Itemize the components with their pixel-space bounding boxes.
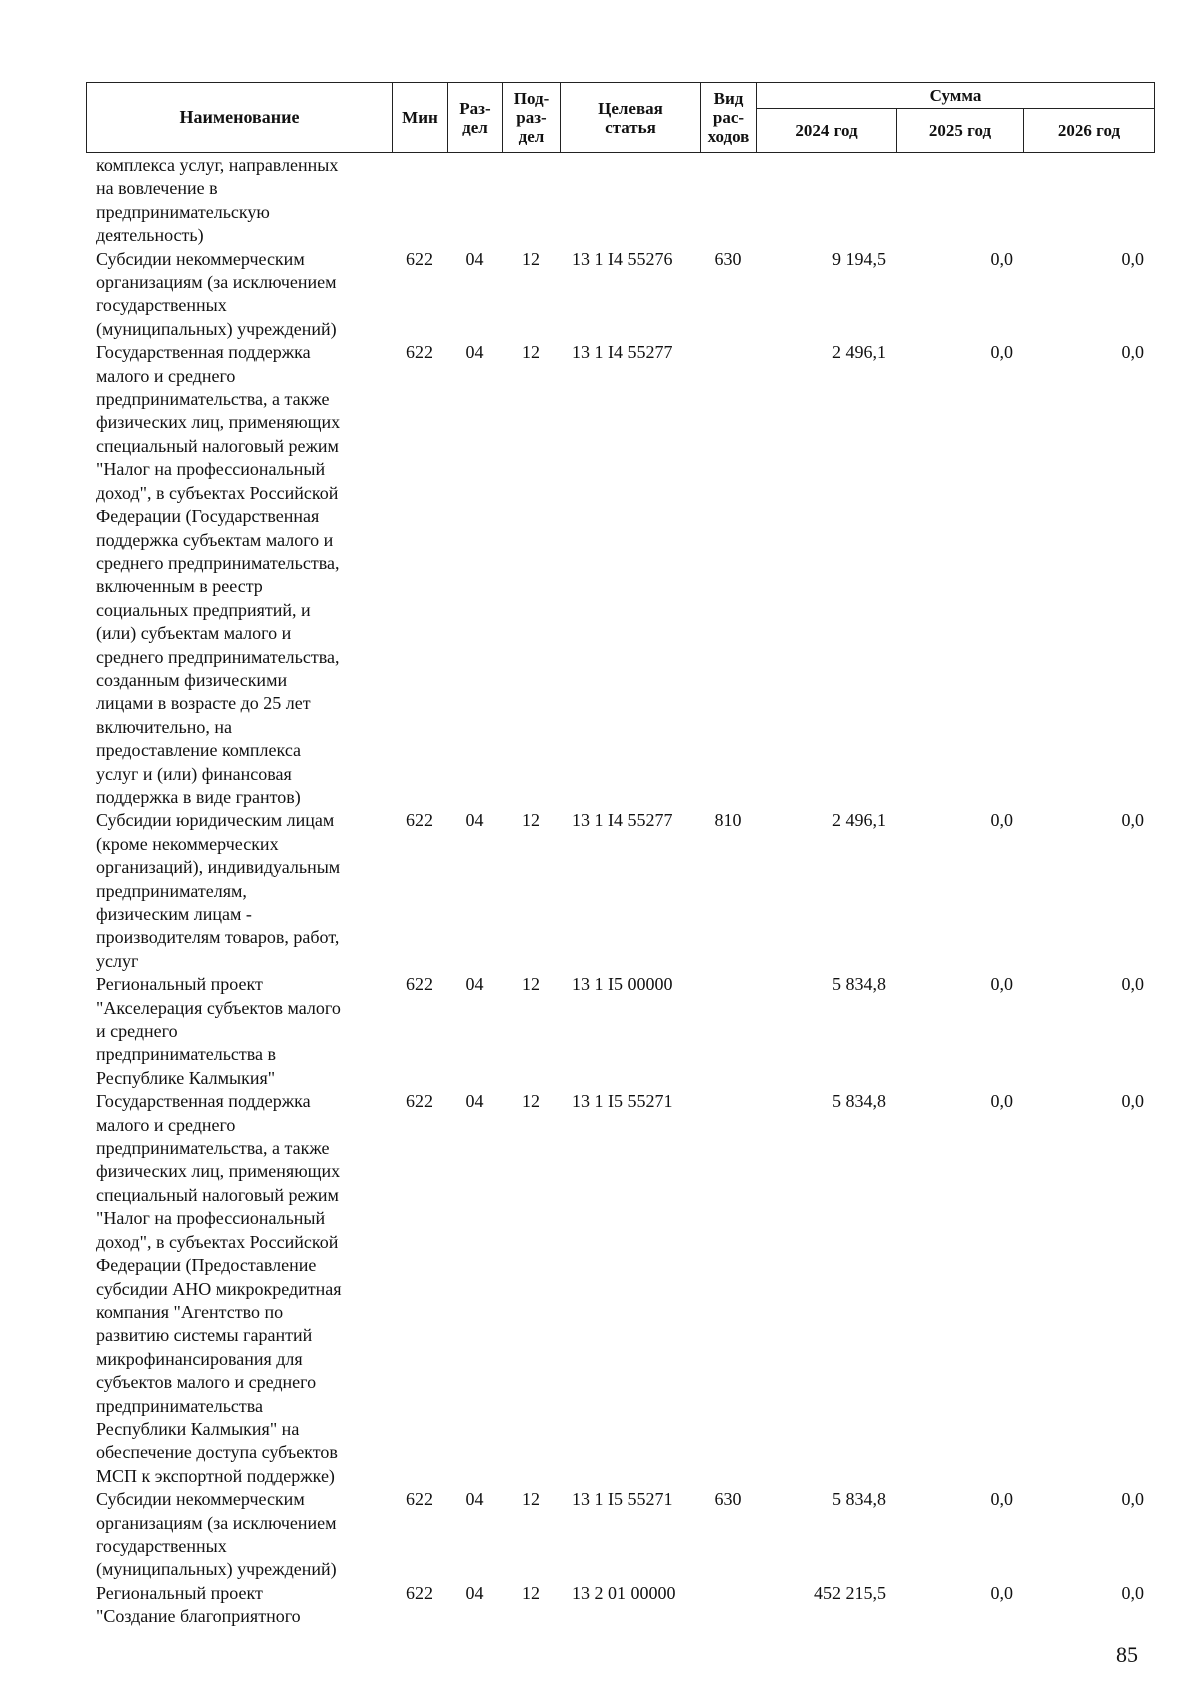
row-podrazdel-cell: 12 (522, 810, 540, 831)
row-expense-type-cell (700, 973, 756, 1090)
header-expense-type: Вид рас- ходов (701, 83, 757, 153)
row-target-article-cell (560, 154, 700, 248)
header-razdel: Раз- дел (448, 83, 503, 153)
header-target-article: Целевая статья (561, 83, 701, 153)
row-name-cell: Субсидии юридическим лицам (кроме некоммерческих организаций), индивидуальным предпринимателям, физическим лицам - производителям товаров, работ, услуг (96, 810, 341, 971)
header-year-2025: 2025 год (897, 109, 1024, 153)
row-min-cell (392, 154, 447, 248)
row-sum-2024-cell (756, 154, 896, 248)
row-sum-2026-cell: 0,0 (1121, 248, 1144, 269)
row-expense-type-cell: 630 (714, 248, 742, 269)
row-sum-2024-cell: 452 215,5 (814, 1582, 886, 1603)
table-row (86, 248, 1154, 342)
budget-table-header (86, 82, 1155, 153)
row-podrazdel-cell: 12 (522, 1582, 540, 1603)
row-sum-2026-cell: 0,0 (1121, 1582, 1144, 1603)
row-min-cell: 622 (406, 1582, 433, 1603)
row-podrazdel-cell (502, 154, 560, 248)
row-razdel-cell (447, 154, 502, 248)
header-name: Наименование (87, 83, 393, 153)
table-row (86, 809, 1154, 973)
row-sum-2026-cell: 0,0 (1121, 974, 1144, 995)
row-name-cell: Государственная поддержка малого и среднего предпринимательства, а также физических лиц, применяющих специальный налоговый режим "Налог на профессиональный доход", в субъектах Российской Федерации (Государственная поддержка субъектам малого и среднего предпринимательства, включенным в реестр социальных предприятий, и (или) субъектам малого и среднего предпринимательства, созданным физическими лицами в возрасте до 25 лет включительно, на предоставление комплекса услуг и (или) финансовая поддержка в виде грантов) (96, 342, 341, 807)
row-sum-2024-cell: 5 834,8 (832, 1091, 886, 1112)
table-row (86, 154, 1154, 248)
row-target-article-cell: 13 2 01 00000 (572, 1582, 676, 1603)
row-name-cell: Государственная поддержка малого и среднего предпринимательства, а также физических лиц, применяющих специальный налоговый режим "Налог на профессиональный доход", в субъектах Российской Федерации (Предоставление субсидии АНО микрокредитная компания "Агентство по развитию системы гарантий микрофинансирования для субъектов малого и среднего предпринимательства Республики Калмыкия" на обеспечение доступа субъектов МСП к экспортной поддержке) (96, 1091, 342, 1486)
row-expense-type-cell (700, 1090, 756, 1488)
row-expense-type-cell: 630 (714, 1489, 742, 1510)
table-row (86, 973, 1154, 1090)
row-razdel-cell: 04 (465, 248, 484, 269)
row-sum-2024-cell: 5 834,8 (832, 974, 886, 995)
table-row (86, 1090, 1154, 1488)
row-target-article-cell: 13 1 I5 00000 (572, 974, 673, 995)
header-year-2026: 2026 год (1024, 109, 1155, 153)
row-razdel-cell: 04 (465, 342, 484, 363)
row-sum-2025-cell: 0,0 (990, 1091, 1013, 1112)
row-expense-type-cell (700, 341, 756, 809)
row-razdel-cell: 04 (465, 1489, 484, 1510)
row-podrazdel-cell: 12 (522, 1091, 540, 1112)
header-podrazdel: Под- раз- дел (503, 83, 561, 153)
row-target-article-cell: 13 1 I5 55271 (572, 1091, 673, 1112)
row-expense-type-cell (700, 154, 756, 248)
row-sum-2026-cell: 0,0 (1121, 810, 1144, 831)
row-target-article-cell: 13 1 I4 55276 (572, 248, 673, 269)
table-row (86, 1582, 1154, 1629)
row-sum-2025-cell: 0,0 (990, 810, 1013, 831)
row-min-cell: 622 (406, 810, 433, 831)
row-razdel-cell: 04 (465, 810, 484, 831)
table-row (86, 341, 1154, 809)
header-year-2024: 2024 год (757, 109, 897, 153)
row-min-cell: 622 (406, 342, 433, 363)
row-name-cell: Региональный проект "Создание благоприятного (96, 1582, 301, 1627)
row-sum-2024-cell: 2 496,1 (832, 810, 886, 831)
row-sum-2025-cell (896, 154, 1023, 248)
row-sum-2025-cell: 0,0 (990, 974, 1013, 995)
page-number: 85 (1116, 1642, 1138, 1667)
row-min-cell: 622 (406, 1091, 433, 1112)
row-sum-2026-cell: 0,0 (1121, 1091, 1144, 1112)
row-sum-2024-cell: 2 496,1 (832, 342, 886, 363)
table-row (86, 1488, 1154, 1582)
row-sum-2026-cell: 0,0 (1121, 342, 1144, 363)
row-razdel-cell: 04 (465, 1091, 484, 1112)
row-sum-2025-cell: 0,0 (990, 342, 1013, 363)
row-podrazdel-cell: 12 (522, 248, 540, 269)
row-min-cell: 622 (406, 1489, 433, 1510)
row-name-cell: Субсидии некоммерческим организациям (за исключением государственных (муниципальных) учреждений) (96, 1489, 337, 1580)
row-sum-2025-cell: 0,0 (990, 248, 1013, 269)
row-name-cell: Субсидии некоммерческим организациям (за исключением государственных (муниципальных) учреждений) (96, 248, 337, 339)
row-expense-type-cell: 810 (714, 810, 742, 831)
row-razdel-cell: 04 (465, 974, 484, 995)
header-summa: Сумма (757, 83, 1155, 109)
row-name-cell: Региональный проект "Акселерация субъектов малого и среднего предпринимательства в Республике Калмыкия" (96, 974, 341, 1088)
row-sum-2024-cell: 5 834,8 (832, 1489, 886, 1510)
row-expense-type-cell (700, 1582, 756, 1629)
row-sum-2026-cell: 0,0 (1121, 1489, 1144, 1510)
header-min: Мин (393, 83, 448, 153)
budget-table-body (86, 154, 1154, 1629)
row-podrazdel-cell: 12 (522, 342, 540, 363)
row-sum-2024-cell: 9 194,5 (832, 248, 886, 269)
row-target-article-cell: 13 1 I4 55277 (572, 342, 673, 363)
row-name-cell: комплекса услуг, направленных на вовлечение в предпринимательскую деятельность) (96, 155, 339, 246)
row-min-cell: 622 (406, 248, 433, 269)
row-podrazdel-cell: 12 (522, 1489, 540, 1510)
row-razdel-cell: 04 (465, 1582, 484, 1603)
row-sum-2025-cell: 0,0 (990, 1489, 1013, 1510)
row-sum-2026-cell (1023, 154, 1154, 248)
row-target-article-cell: 13 1 I4 55277 (572, 810, 673, 831)
row-podrazdel-cell: 12 (522, 974, 540, 995)
row-target-article-cell: 13 1 I5 55271 (572, 1489, 673, 1510)
row-sum-2025-cell: 0,0 (990, 1582, 1013, 1603)
row-min-cell: 622 (406, 974, 433, 995)
